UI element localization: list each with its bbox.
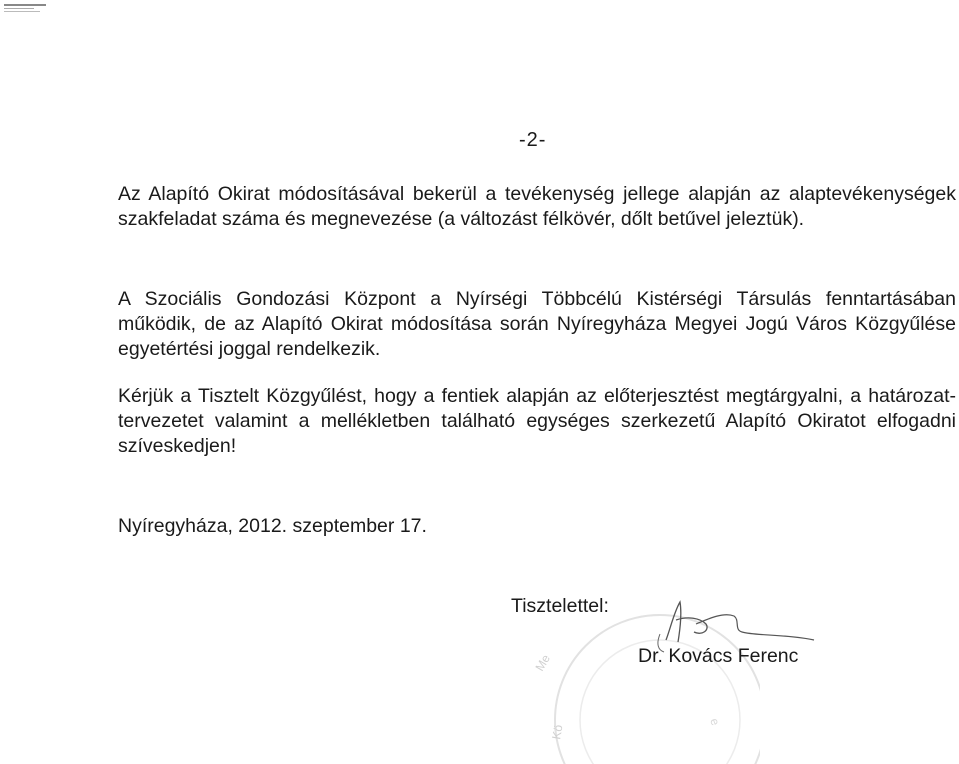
paragraph-2: A Szociális Gondozási Központ a Nyírségi Többcélú Kistérségi Társulás fenntartásában működik, de az Alapító Okirat módosítása során Nyíregyháza Megyei Jogú Város Közgyűlése egyetértési joggal rendelkezik. <box>118 288 956 360</box>
page-number: -2- <box>519 129 547 151</box>
closing-salutation: Tisztelettel: <box>511 595 609 617</box>
signer-name: Dr. Kovács Ferenc <box>638 645 799 667</box>
svg-text:Me: Me <box>532 652 553 674</box>
svg-text:e: e <box>707 716 723 728</box>
paragraph-3: Kérjük a Tisztelt Közgyűlést, hogy a fentiek alapján az előterjesztést megtárgyalni, a határozat-tervezetet valamint a mellékletben található egységes szerkezetű Alapító Okiratot elfogadni szíveskedjen! <box>118 385 956 457</box>
svg-text:Kö: Kö <box>549 723 566 741</box>
scan-artifact-mark <box>4 4 46 14</box>
paragraph-1: Az Alapító Okirat módosításával bekerül a tevékenység jellege alapján az alaptevékenységek szakfeladat száma és megnevezése (a változást félkövér, dőlt betűvel jeleztük). <box>118 183 956 230</box>
date-line: Nyíregyháza, 2012. szeptember 17. <box>118 515 427 537</box>
